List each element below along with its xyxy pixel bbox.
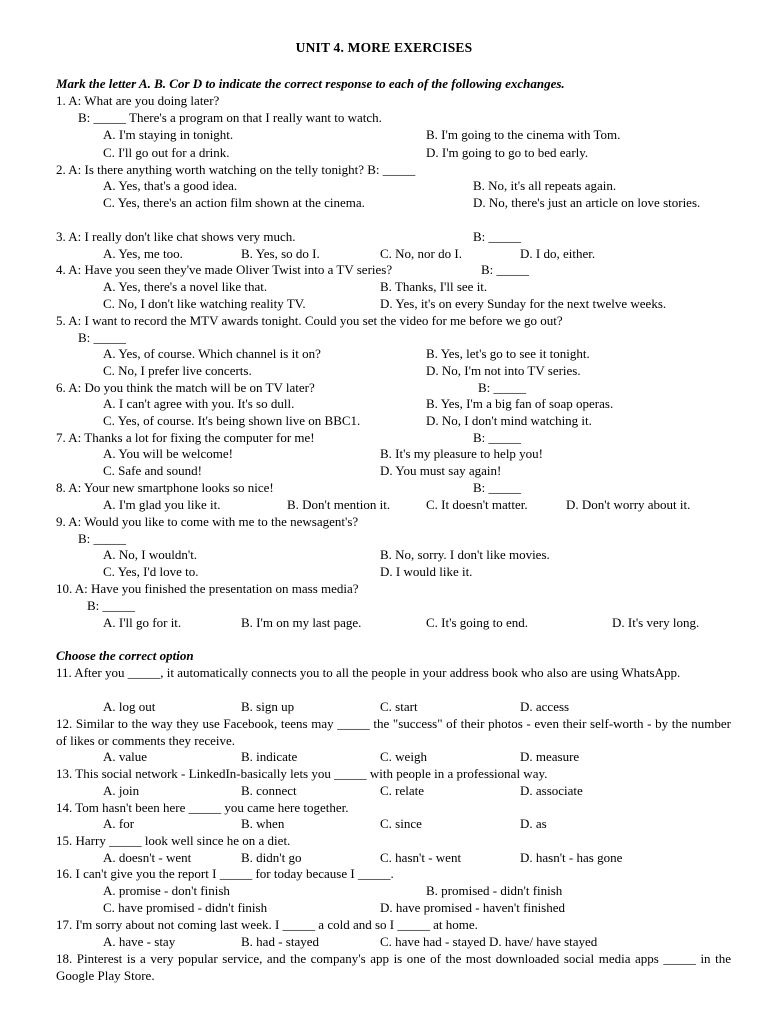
q8-option-a: A. I'm glad you like it. (103, 497, 221, 512)
q1-option-a: A. I'm staying in tonight. (103, 127, 234, 142)
q17-option-c: C. have had - stayed D. have/ have stayed (380, 934, 598, 949)
q14-option-b: B. when (241, 816, 285, 831)
q17-option-a: A. have - stay (103, 934, 176, 949)
q16-option-a: A. promise - don't finish (103, 883, 230, 898)
question-16-prompt: 16. I can't give you the report I _____ for today because I _____. (56, 866, 394, 881)
q4-option-a: A. Yes, there's a novel like that. (103, 279, 268, 294)
q16-option-d: D. have promised - haven't finished (380, 900, 566, 915)
q5-option-a: A. Yes, of course. Which channel is it on? (103, 346, 321, 361)
q14-option-d: D. as (520, 816, 547, 831)
q15-option-b: B. didn't go (241, 850, 302, 865)
q1-option-b: B. I'm going to the cinema with Tom. (426, 127, 621, 142)
question-12-prompt: 12. Similar to the way they use Facebook, teens may _____ the "success" of their photos - even their self-worth - by the number of likes or comments they receive. (56, 716, 731, 748)
q12-option-b: B. indicate (241, 749, 298, 764)
q2-option-c: C. Yes, there's an action film shown at the cinema. (103, 195, 365, 210)
q16-option-c: C. have promised - didn't finish (103, 900, 268, 915)
q8-option-c: C. It doesn't matter. (426, 497, 528, 512)
q7-option-d: D. You must say again! (380, 463, 502, 478)
section1-heading: Mark the letter A. B. Cor D to indicate the correct response to each of the following exchanges. (56, 76, 565, 91)
q17-option-b: B. had - stayed (241, 934, 319, 949)
q6-option-b: B. Yes, I'm a big fan of soap operas. (426, 396, 614, 411)
q3-option-c: C. No, nor do I. (380, 246, 462, 261)
q13-option-b: B. connect (241, 783, 297, 798)
question-17-prompt: 17. I'm sorry about not coming last week. I _____ a cold and so I _____ at home. (56, 917, 478, 932)
page-title: UNIT 4. MORE EXERCISES (295, 40, 473, 55)
question-7-prompt: 7. A: Thanks a lot for fixing the computer for me! (56, 430, 315, 445)
q9-option-d: D. I would like it. (380, 564, 473, 579)
question-9-b-line: B: _____ (78, 531, 127, 546)
q10-option-a: A. I'll go for it. (103, 615, 182, 630)
q4-option-c: C. No, I don't like watching reality TV. (103, 296, 306, 311)
question-4-b-line: B: _____ (481, 262, 530, 277)
question-8-prompt: 8. A: Your new smartphone looks so nice! (56, 480, 274, 495)
question-9-prompt: 9. A: Would you like to come with me to the newsagent's? (56, 514, 359, 529)
q11-option-d: D. access (520, 699, 570, 714)
q10-option-c: C. It's going to end. (426, 615, 529, 630)
q13-option-a: A. join (103, 783, 140, 798)
q12-option-a: A. value (103, 749, 148, 764)
q1-option-c: C. I'll go out for a drink. (103, 145, 230, 160)
q5-option-d: D. No, I'm not into TV series. (426, 363, 581, 378)
q10-option-d: D. It's very long. (612, 615, 700, 630)
q9-option-a: A. No, I wouldn't. (103, 547, 198, 562)
q12-option-c: C. weigh (380, 749, 427, 764)
question-10-prompt: 10. A: Have you finished the presentation on mass media? (56, 581, 359, 596)
q11-option-a: A. log out (103, 699, 156, 714)
question-1-prompt: 1. A: What are you doing later? (56, 93, 220, 108)
section2-heading: Choose the correct option (56, 648, 194, 663)
q11-option-b: B. sign up (241, 699, 295, 714)
q15-option-c: C. hasn't - went (380, 850, 462, 865)
q8-option-d: D. Don't worry about it. (566, 497, 691, 512)
q8-option-b: B. Don't mention it. (287, 497, 391, 512)
q6-option-a: A. I can't agree with you. It's so dull. (103, 396, 295, 411)
question-5-b-line: B: _____ (78, 330, 127, 345)
question-14-prompt: 14. Tom hasn't been here _____ you came here together. (56, 800, 349, 815)
q4-option-d: D. Yes, it's on every Sunday for the next twelve weeks. (380, 296, 667, 311)
question-6-b-line: B: _____ (478, 380, 527, 395)
q13-option-d: D. associate (520, 783, 583, 798)
q7-option-b: B. It's my pleasure to help you! (380, 446, 544, 461)
q1-option-d: D. I'm going to go to bed early. (426, 145, 589, 160)
question-7-b-line: B: _____ (473, 430, 522, 445)
q11-option-c: C. start (380, 699, 418, 714)
q7-option-a: A. You will be welcome! (103, 446, 233, 461)
q16-option-b: B. promised - didn't finish (426, 883, 563, 898)
question-8-b-line: B: _____ (473, 480, 522, 495)
q5-option-b: B. Yes, let's go to see it tonight. (426, 346, 590, 361)
question-11-prompt: 11. After you _____, it automatically connects you to all the people in your address book who also are using WhatsApp. (56, 665, 681, 680)
q9-option-b: B. No, sorry. I don't like movies. (380, 547, 550, 562)
q10-option-b: B. I'm on my last page. (241, 615, 362, 630)
q6-option-c: C. Yes, of course. It's being shown live on BBC1. (103, 413, 361, 428)
question-6-prompt: 6. A: Do you think the match will be on TV later? (56, 380, 315, 395)
q2-option-d: D. No, there's just an article on love stories. (473, 195, 701, 210)
question-3-prompt: 3. A: I really don't like chat shows very much. (56, 229, 296, 244)
question-4-prompt: 4. A: Have you seen they've made Oliver Twist into a TV series? (56, 262, 393, 277)
q3-option-d: D. I do, either. (520, 246, 596, 261)
question-3-b-line: B: _____ (473, 229, 522, 244)
q13-option-c: C. relate (380, 783, 425, 798)
q2-option-a: A. Yes, that's a good idea. (103, 178, 238, 193)
question-10-b-line: B: _____ (87, 598, 136, 613)
q9-option-c: C. Yes, I'd love to. (103, 564, 199, 579)
q3-option-b: B. Yes, so do I. (241, 246, 320, 261)
q14-option-a: A. for (103, 816, 135, 831)
question-5-prompt: 5. A: I want to record the MTV awards tonight. Could you set the video for me before we go out? (56, 313, 563, 328)
question-2-prompt: 2. A: Is there anything worth watching on the telly tonight? B: _____ (56, 162, 416, 177)
q7-option-c: C. Safe and sound! (103, 463, 202, 478)
question-1-b-line: B: _____ There's a program on that I really want to watch. (78, 110, 382, 125)
question-18-prompt: 18. Pinterest is a very popular service, and the company's app is one of the most downloaded social media apps _____ in the Google Play Store. (56, 951, 731, 983)
question-15-prompt: 15. Harry _____ look well since he on a diet. (56, 833, 291, 848)
question-13-prompt: 13. This social network - LinkedIn-basically lets you _____ with people in a professional way. (56, 766, 548, 781)
q14-option-c: C. since (380, 816, 422, 831)
q5-option-c: C. No, I prefer live concerts. (103, 363, 252, 378)
q12-option-d: D. measure (520, 749, 580, 764)
q15-option-a: A. doesn't - went (103, 850, 192, 865)
q4-option-b: B. Thanks, I'll see it. (380, 279, 488, 294)
q3-option-a: A. Yes, me too. (103, 246, 183, 261)
q15-option-d: D. hasn't - has gone (520, 850, 623, 865)
q2-option-b: B. No, it's all repeats again. (473, 178, 617, 193)
q6-option-d: D. No, I don't mind watching it. (426, 413, 592, 428)
